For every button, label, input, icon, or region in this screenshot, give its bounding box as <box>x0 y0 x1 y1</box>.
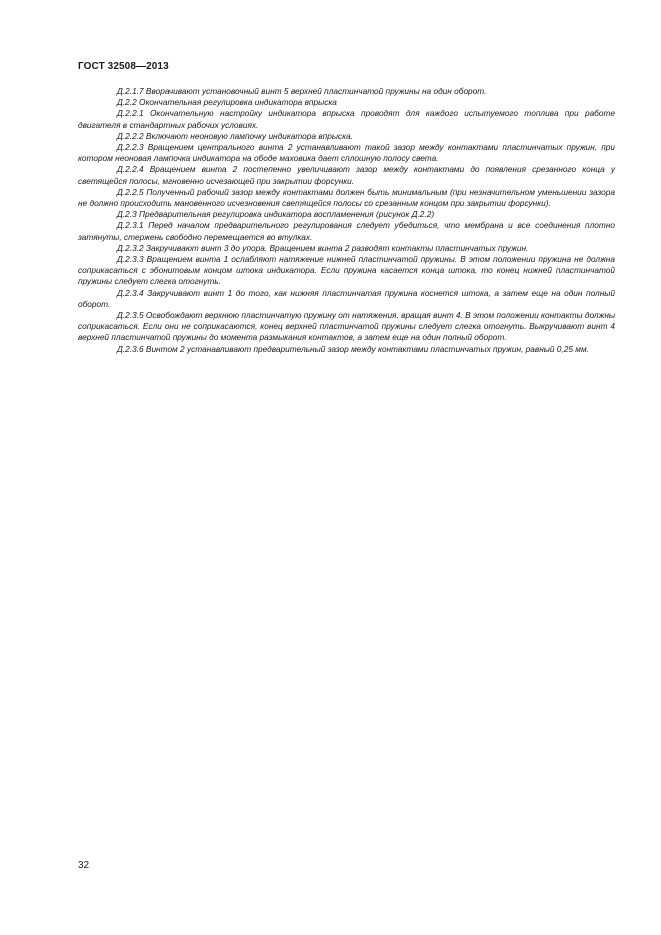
paragraph-d-2-2-2: Д.2.2.2 Включают неоновую лампочку индикатора впрыска. <box>117 130 353 141</box>
paragraph-d-2-3-2: Д.2.3.2 Закручивают винт 3 до упора. Вращением винта 2 разводят контакты пластинчатых пружин. <box>117 242 529 253</box>
paragraph-d-2-3-6: Д.2.3.6 Винтом 2 устанавливают предварительный зазор между контактами пластинчатых пружин, равный 0,25 мм. <box>117 343 589 354</box>
paragraph-d-2-2-1: Д.2.2.1 Окончательную настройку индикатора впрыска проводят для каждого испытуемого топлива при работе двигателя в стандартных рабочих условиях. <box>78 108 615 130</box>
paragraph-d-2-3-1: Д.2.3.1 Перед началом предварительного регулирования следует убедиться, что мембрана и все соединения плотно затянуты, стержень свободно перемещается во втулках. <box>78 220 615 242</box>
paragraph-d-2-3-5: Д.2.3.5 Освобождают верхнюю пластинчатую пружину от натяжения, вращая винт 4. В этом положении контакты должны соприкасаться. Если они не соприкасаются, конец верхней пластинчатой пружины следует слегка отогнуть. Выкручивают винт 4 верхней пластинчатой пружины до момента размыкания контактов, а затем еще на один полный оборот. <box>78 310 615 343</box>
paragraph-d-2-3-3: Д.2.3.3 Вращением винта 1 ослабляют натяжение нижней пластинчатой пружины. В этом положении пружина не должна соприкасаться с эбонитовым концом штока индикатора. Если пружина касается конца штока, то конец нижней пластинчатой пружины следует слегка отогнуть. <box>78 254 615 287</box>
paragraph-d-2-2-4: Д.2.2.4 Вращением винта 2 постепенно увеличивают зазор между контактами до появления срезанного конца у светящейся полосы, мгновенно исчезающей при закрытии форсунки. <box>78 164 615 186</box>
paragraph-d-2-2-3: Д.2.2.3 Вращением центрального винта 2 устанавливают такой зазор между контактами пластинчатых пружин, при котором неоновая лампочка индикатора на ободе маховика дает сплошную полосу света. <box>78 142 615 164</box>
heading-d-2-2: Д.2.2 Окончательная регулировка индикатора впрыска <box>117 97 337 108</box>
document-body <box>78 86 615 355</box>
paragraph-d-2-2-5: Д.2.2.5 Полученный рабочий зазор между контактами должен быть минимальным (при незначительном уменьшении зазора не должно происходить мановенного исчезновения светящейся полосы со срезанным концом при закрытии форсунки). <box>78 186 615 209</box>
page-number: 32 <box>78 860 90 871</box>
document-header: ГОСТ 32508—2013 <box>78 61 169 72</box>
heading-d-2-3: Д.2.3 Предварительная регулировка индикатора воспламенения (рисунок Д.2.2) <box>117 209 435 220</box>
paragraph-d-2-1-7: Д.2.1.7 Вворачивают установочный винт 5 верхней пластинчатой пружины на один оборот. <box>117 86 487 96</box>
paragraph-d-2-3-4: Д.2.3.4 Закручивают винт 1 до того, как нижняя пластинчатая пружина коснется штока, а затем еще на один полный оборот. <box>78 287 615 309</box>
